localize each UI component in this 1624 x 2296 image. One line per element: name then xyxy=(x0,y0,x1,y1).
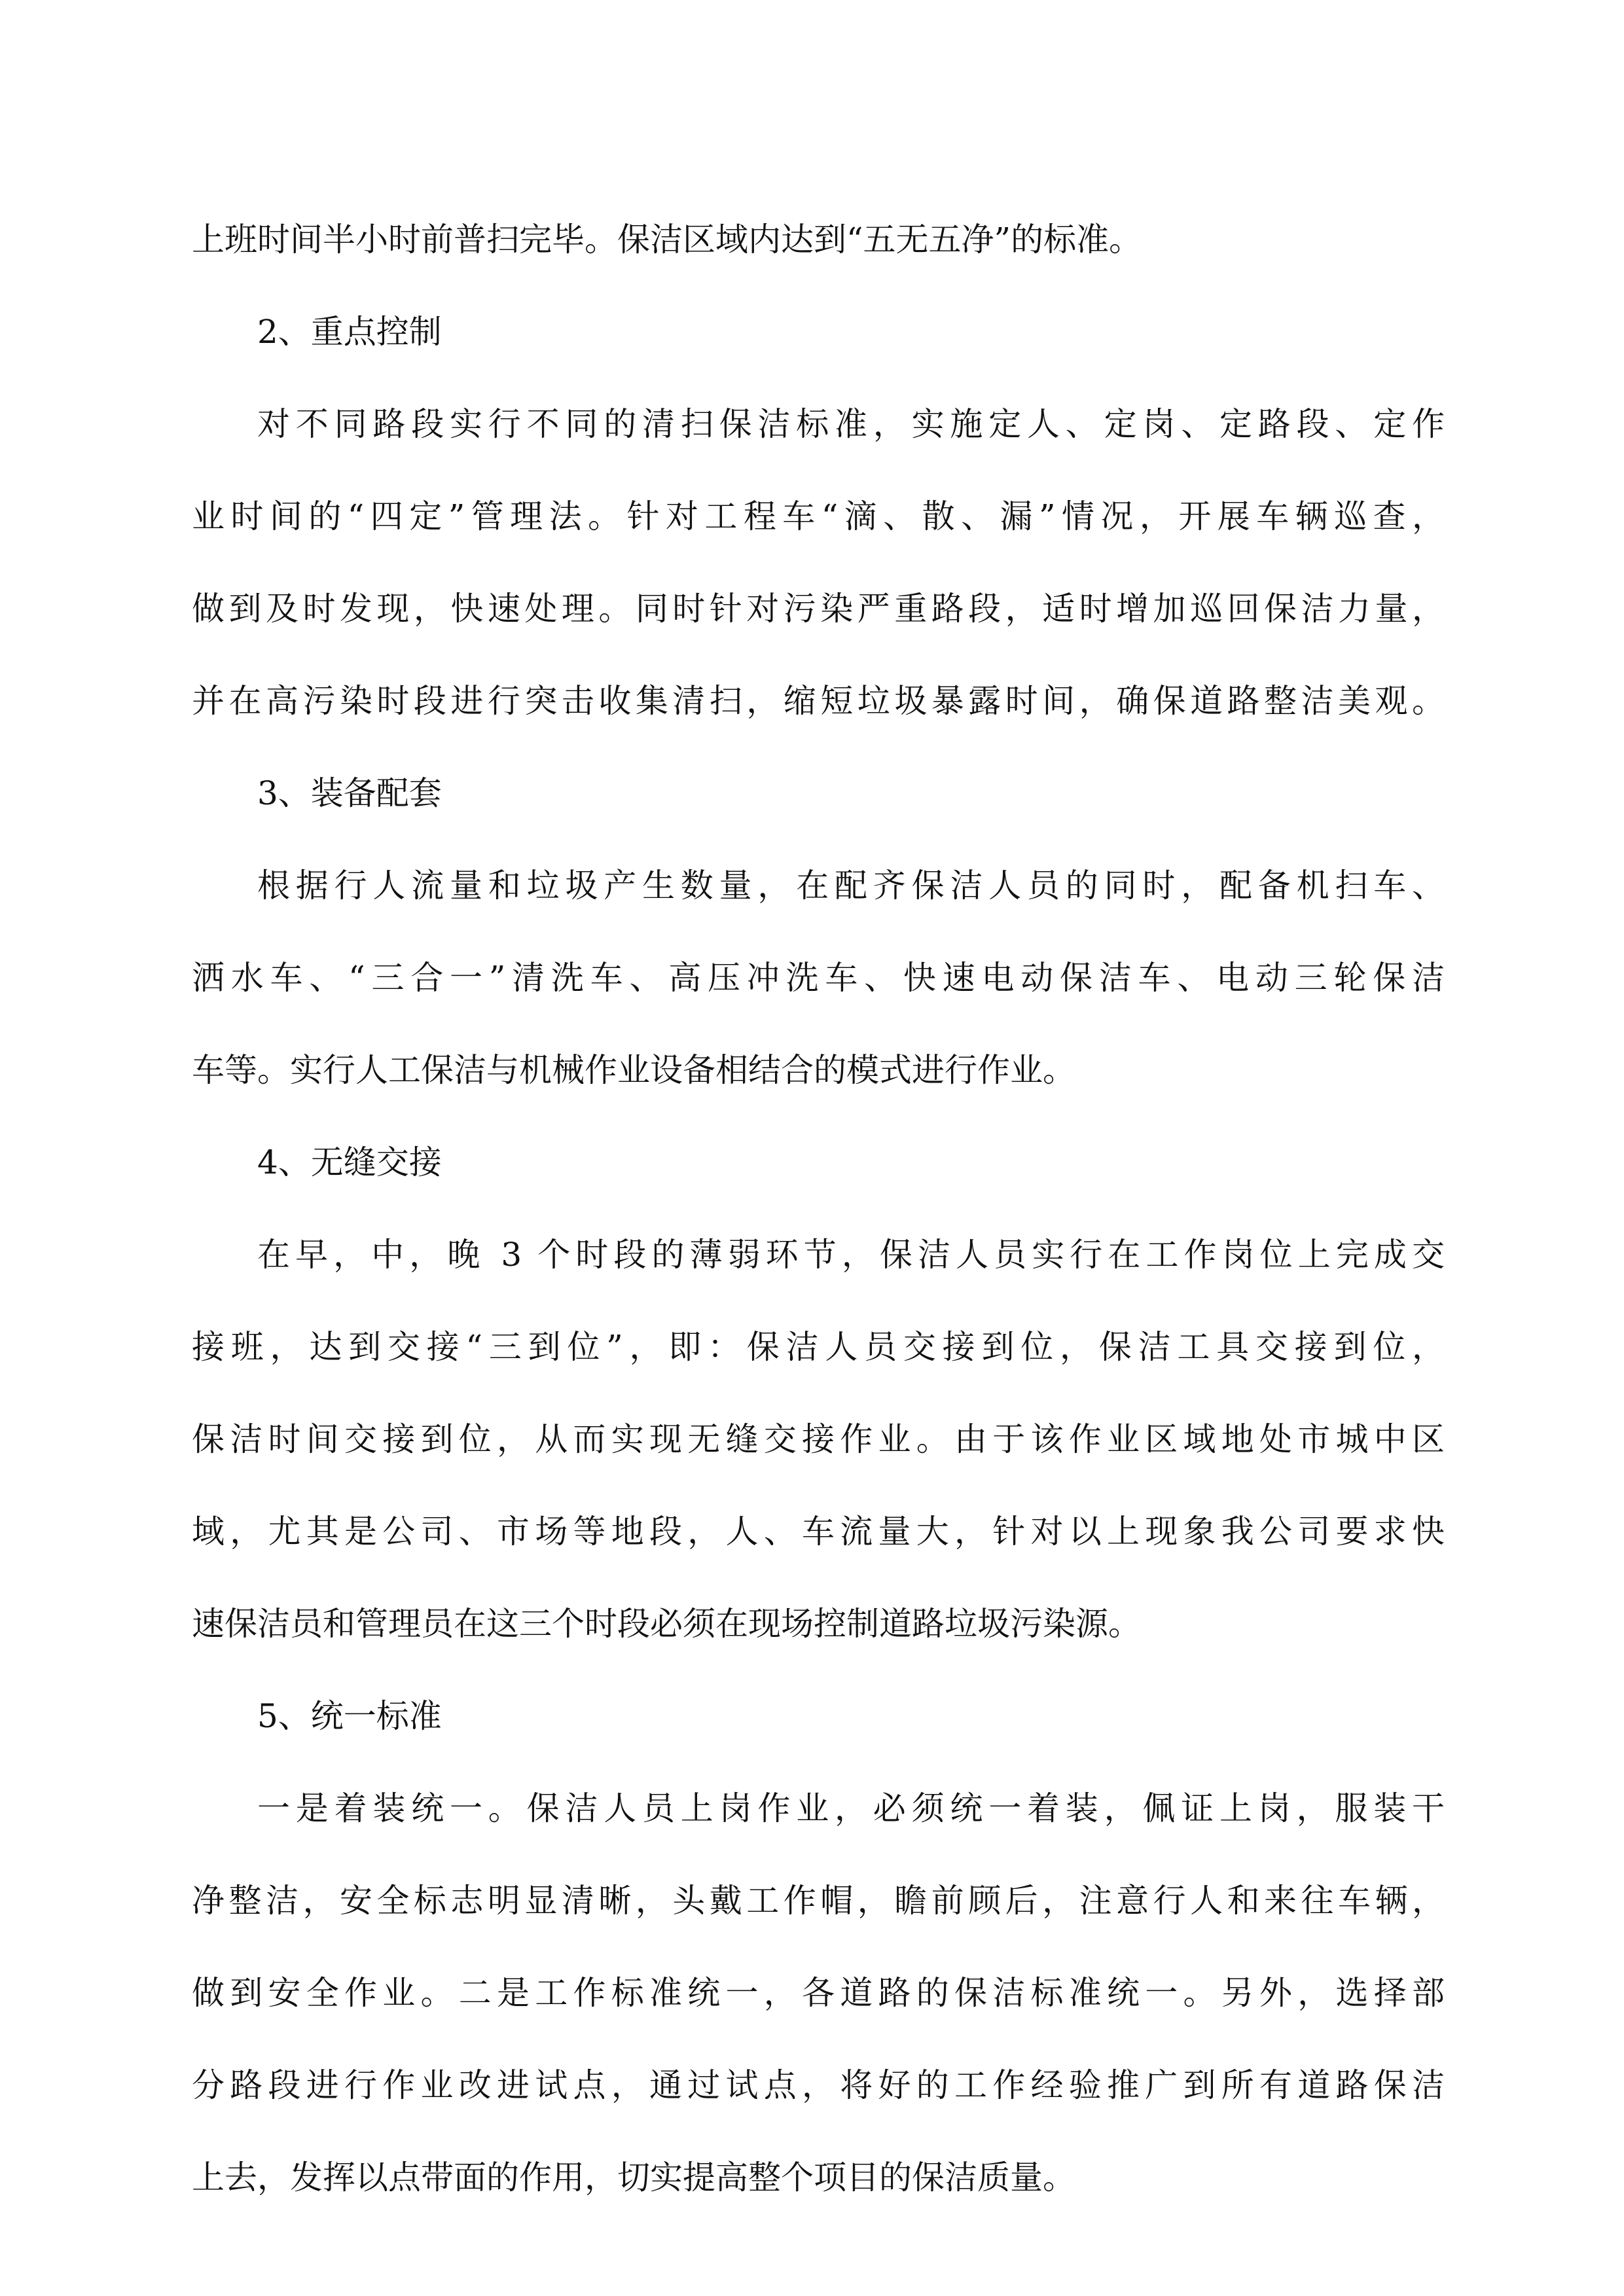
paragraph-line: 做到安全作业。二是工作标准统一，各道路的保洁标准统一。另外，选择部 xyxy=(192,1974,1445,2012)
section-heading: 2、重点控制 xyxy=(257,313,442,351)
document-body xyxy=(192,194,1445,2224)
paragraph-line: 上去，发挥以点带面的作用，切实提高整个项目的保洁质量。 xyxy=(192,2159,1075,2197)
paragraph-line: 做到及时发现，快速处理。同时针对污染严重路段，适时增加巡回保洁力量， xyxy=(192,590,1445,628)
paragraph-line: 净整洁，安全标志明显清晰，头戴工作帽，瞻前顾后，注意行人和来往车辆， xyxy=(192,1882,1445,1920)
paragraph-line: 保洁时间交接到位，从而实现无缝交接作业。由于该作业区域地处市城中区 xyxy=(192,1420,1445,1458)
paragraph-line: 在早，中，晚 3 个时段的薄弱环节，保洁人员实行在工作岗位上完成交 xyxy=(257,1236,1445,1274)
paragraph-line: 接班，达到交接“三到位”，即：保洁人员交接到位，保洁工具交接到位， xyxy=(192,1328,1445,1366)
paragraph-line: 对不同路段实行不同的清扫保洁标准，实施定人、定岗、定路段、定作 xyxy=(257,405,1445,443)
paragraph-line: 一是着装统一。保洁人员上岗作业，必须统一着装，佩证上岗，服装干 xyxy=(257,1789,1445,1827)
paragraph-line: 洒水车、“三合一”清洗车、高压冲洗车、快速电动保洁车、电动三轮保洁 xyxy=(192,959,1445,997)
paragraph-line: 上班时间半小时前普扫完毕。保洁区域内达到“五无五净”的标准。 xyxy=(192,221,1142,259)
paragraph-line: 分路段进行作业改进试点，通过试点，将好的工作经验推广到所有道路保洁 xyxy=(192,2066,1445,2104)
section-heading: 3、装备配套 xyxy=(257,774,442,812)
section-heading: 4、无缝交接 xyxy=(257,1143,442,1181)
paragraph-line: 速保洁员和管理员在这三个时段必须在现场控制道路垃圾污染源。 xyxy=(192,1605,1141,1643)
paragraph-line: 并在高污染时段进行突击收集清扫，缩短垃圾暴露时间，确保道路整洁美观。 xyxy=(192,682,1445,720)
paragraph-line: 车等。实行人工保洁与机械作业设备相结合的模式进行作业。 xyxy=(192,1051,1075,1089)
paragraph-line: 业时间的“四定”管理法。针对工程车“滴、散、漏”情况，开展车辆巡查， xyxy=(192,497,1445,535)
paragraph-line: 根据行人流量和垃圾产生数量，在配齐保洁人员的同时，配备机扫车、 xyxy=(257,867,1445,905)
paragraph-line: 域，尤其是公司、市场等地段，人、车流量大，针对以上现象我公司要求快 xyxy=(192,1513,1445,1551)
section-heading: 5、统一标准 xyxy=(257,1697,442,1735)
